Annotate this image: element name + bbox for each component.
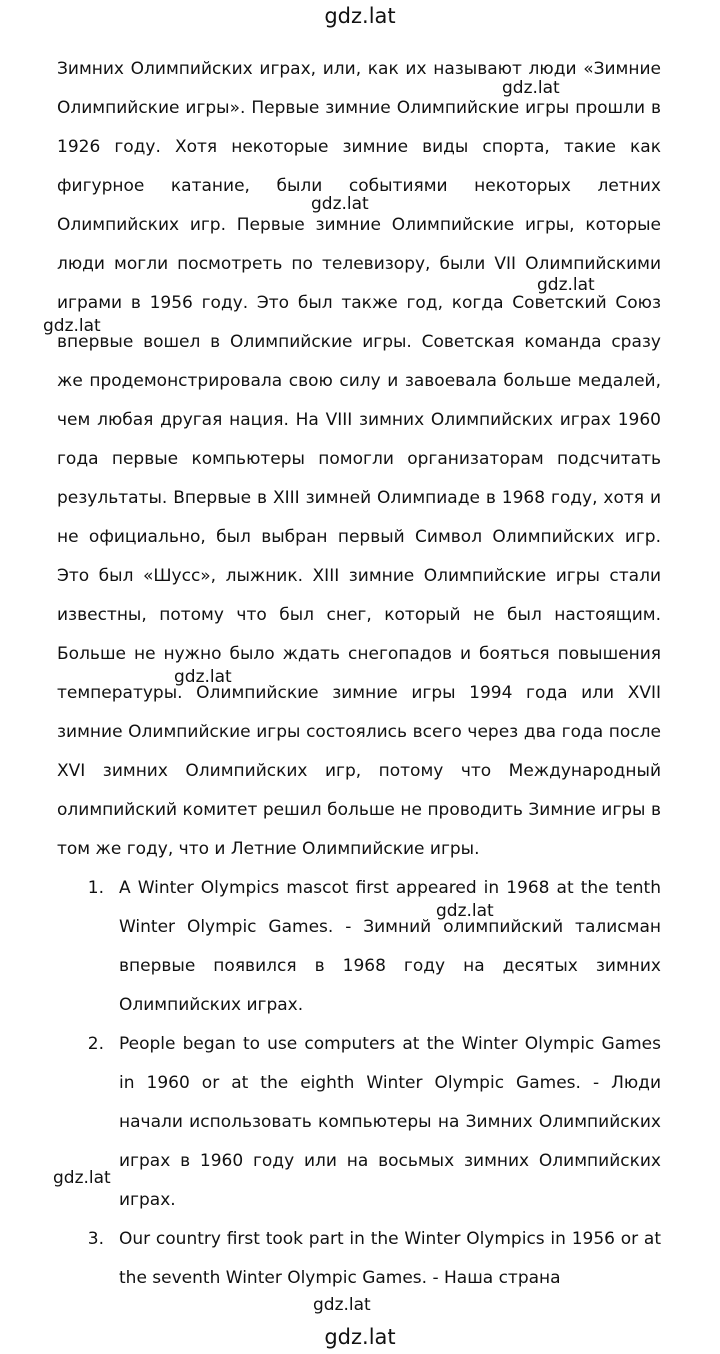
list-item-number: 1. bbox=[87, 878, 104, 898]
watermark-inline: gdz.lat bbox=[311, 194, 369, 214]
list-item bbox=[57, 869, 661, 1025]
watermark-top: gdz.lat bbox=[324, 4, 396, 28]
watermark-inline: gdz.lat bbox=[436, 901, 494, 921]
list-item bbox=[57, 1025, 661, 1220]
watermark-inline: gdz.lat bbox=[53, 1168, 111, 1188]
watermark-inline: gdz.lat bbox=[174, 667, 232, 687]
numbered-list bbox=[57, 869, 661, 1298]
list-item-number: 3. bbox=[87, 1229, 104, 1249]
list-item-number: 2. bbox=[87, 1034, 104, 1054]
main-paragraph: Зимних Олимпийских играх, или, как их называют люди «Зимние Олимпийские игры». Первые зимние Олимпийские игры прошли в 1926 году. Хотя некоторые зимние виды спорта, такие как фигурное катание, были событиями некоторых летних Олимпийских игр. Первые зимние Олимпийские игры, которые люди могли посмотреть по телевизору, были VII Олимпийскими играми в 1956 году. Это был также год, когда Советский Союз впервые вошел в Олимпийские игры. Советская команда сразу же продемонстрировала свою силу и завоевала больше медалей, чем любая другая нация. На VIII зимних Олимпийских играх 1960 года первые компьютеры помогли организаторам подсчитать результаты. Впервые в XIII зимней Олимпиаде в 1968 году, хотя и не официально, был выбран первый Символ Олимпийских игр. Это был «Шусс», лыжник. XIII зимние Олимпийские игры стали известны, потому что был снег, который не был настоящим. Больше не нужно было ждать снегопадов и бояться повышения температуры. Олимпийские зимние игры 1994 года или XVII зимние Олимпийские игры состоялись всего через два года после XVI зимних Олимпийских игр, потому что Международный олимпийский комитет решил больше не проводить Зимние игры в том же году, что и Летние Олимпийские игры. bbox=[57, 59, 661, 859]
list-item-text: A Winter Olympics mascot first appeared in 1968 at the tenth Winter Olympic Games. - Зимний олимпийский талисман впервые появился в 1968 году на десятых зимних Олимпийских играх. bbox=[119, 878, 661, 1015]
watermark-inline: gdz.lat bbox=[537, 275, 595, 295]
list-item-text: People began to use computers at the Winter Olympic Games in 1960 or at the eighth Winter Olympic Games. - Люди начали использовать компьютеры на Зимних Олимпийских играх в 1960 году или на восьмых зимних Олимпийских играх. bbox=[119, 1034, 661, 1210]
watermark-inline: gdz.lat bbox=[502, 78, 560, 98]
document-body bbox=[57, 50, 661, 1298]
list-item bbox=[57, 1220, 661, 1298]
list-item-text: Our country first took part in the Winter Olympics in 1956 or at the seventh Winter Olympic Games. - Наша страна bbox=[119, 1229, 661, 1288]
watermark-inline: gdz.lat bbox=[43, 316, 101, 336]
watermark-bottom: gdz.lat bbox=[324, 1325, 396, 1349]
watermark-inline: gdz.lat bbox=[313, 1295, 371, 1315]
